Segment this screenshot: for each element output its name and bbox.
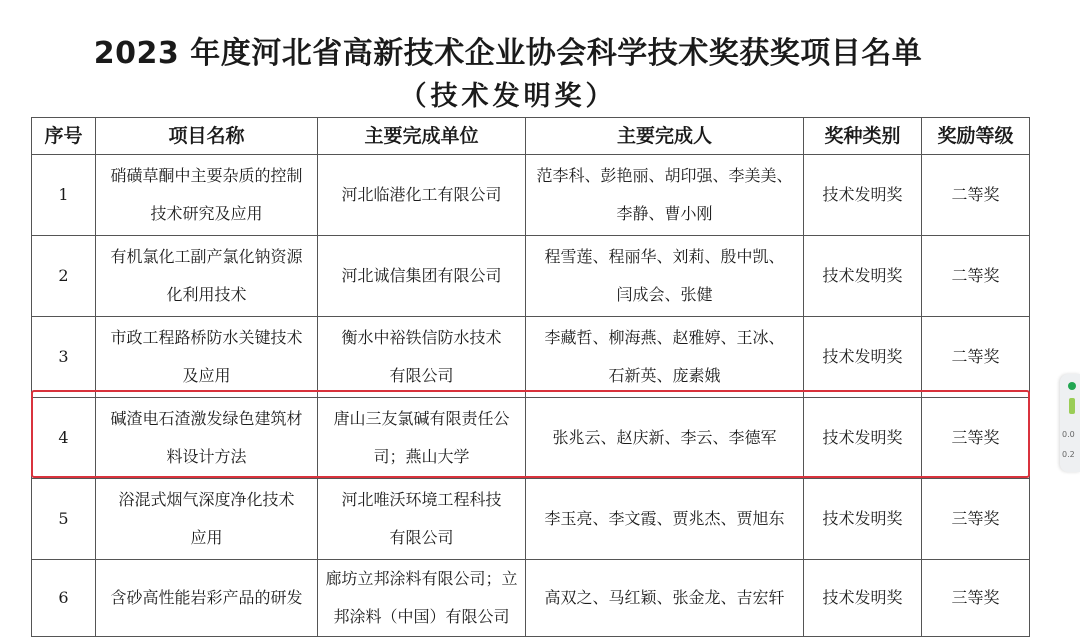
row-people [526,560,804,637]
people-line: 李静、曹小刚 [616,204,713,223]
row-level: 三等奖 [922,479,1030,560]
people-line: 程雪莲、程丽华、刘莉、殷中凯、 [544,247,785,266]
side-floating-widget[interactable] [1060,374,1080,472]
project-line: 碱渣电石渣激发绿色建筑材 [110,409,303,428]
row-people [526,479,804,560]
unit-line: 衡水中裕铁信防水技术 [341,328,502,347]
unit-line: 有限公司 [389,528,454,547]
people-line: 闫成会、张健 [616,285,713,304]
table-row [32,479,1030,560]
project-line: 应用 [190,528,223,547]
widget-bottom-value: 0.2 [1062,450,1075,459]
row-project [96,479,318,560]
page-subtitle: （技术发明奖） [399,81,617,112]
row-num: 3 [32,317,96,398]
project-line: 及应用 [182,366,231,385]
row-project [96,398,318,479]
table-row [32,560,1030,637]
header-unit: 主要完成单位 [318,118,526,155]
row-project [96,155,318,236]
row-unit [318,155,526,236]
unit-line: 有限公司 [389,366,454,385]
row-level: 二等奖 [922,317,1030,398]
row-project [96,317,318,398]
project-line: 料设计方法 [166,447,247,466]
widget-top-value: 0.0 [1062,430,1075,439]
row-level: 三等奖 [922,398,1030,479]
row-unit [318,398,526,479]
project-line: 浴混式烟气深度净化技术 [118,490,295,509]
award-table [31,117,1030,637]
row-people [526,236,804,317]
header-level: 奖励等级 [922,118,1030,155]
header-people: 主要完成人 [526,118,804,155]
row-unit [318,479,526,560]
row-num: 6 [32,560,96,637]
project-line: 含砂高性能岩彩产品的研发 [110,588,303,607]
page-title: 2023 年度河北省高新技术企业协会科学技术奖获奖项目名单 [93,36,923,71]
people-line: 张兆云、赵庆新、李云、李德军 [552,428,777,447]
row-category: 技术发明奖 [804,560,922,637]
row-people [526,317,804,398]
row-level: 二等奖 [922,236,1030,317]
row-unit [318,236,526,317]
row-project [96,236,318,317]
project-line: 技术研究及应用 [150,204,263,223]
row-people [526,155,804,236]
table-row-highlighted [32,398,1030,479]
row-category: 技术发明奖 [804,236,922,317]
people-line: 石新英、庞素娥 [608,366,721,385]
project-line: 有机氯化工副产氯化钠资源 [110,247,303,266]
row-category: 技术发明奖 [804,398,922,479]
row-category: 技术发明奖 [804,317,922,398]
row-unit [318,317,526,398]
unit-line: 司；燕山大学 [373,447,470,466]
unit-line: 廊坊立邦涂料有限公司；立 [325,569,518,588]
unit-line: 河北临港化工有限公司 [341,185,502,204]
project-line: 市政工程路桥防水关键技术 [110,328,303,347]
header-project: 项目名称 [96,118,318,155]
project-line: 化利用技术 [166,285,247,304]
row-num: 1 [32,155,96,236]
row-project [96,560,318,637]
row-num: 4 [32,398,96,479]
row-category: 技术发明奖 [804,479,922,560]
unit-line: 河北唯沃环境工程科技 [341,490,502,509]
row-unit [318,560,526,637]
table-row [32,317,1030,398]
people-line: 高双之、马红颖、张金龙、吉宏轩 [544,588,785,607]
row-people [526,398,804,479]
row-num: 2 [32,236,96,317]
unit-line: 唐山三友氯碱有限责任公 [333,409,510,428]
project-line: 硝磺草酮中主要杂质的控制 [110,166,303,185]
header-category: 奖种类别 [804,118,922,155]
unit-line: 邦涂料（中国）有限公司 [333,607,510,626]
people-line: 范李科、彭艳丽、胡印强、李美美、 [536,166,793,185]
header-num: 序号 [32,118,96,155]
table-row [32,155,1030,236]
table-row [32,236,1030,317]
status-dot-icon [1068,382,1076,390]
people-line: 李藏哲、柳海燕、赵雅婷、王冰、 [544,328,785,347]
row-num: 5 [32,479,96,560]
row-level: 三等奖 [922,560,1030,637]
row-category: 技术发明奖 [804,155,922,236]
unit-line: 河北诚信集团有限公司 [341,266,502,285]
table-header-row [32,118,1030,155]
signal-bar-icon [1069,398,1075,414]
row-level: 二等奖 [922,155,1030,236]
people-line: 李玉亮、李文霞、贾兆杰、贾旭东 [544,509,785,528]
